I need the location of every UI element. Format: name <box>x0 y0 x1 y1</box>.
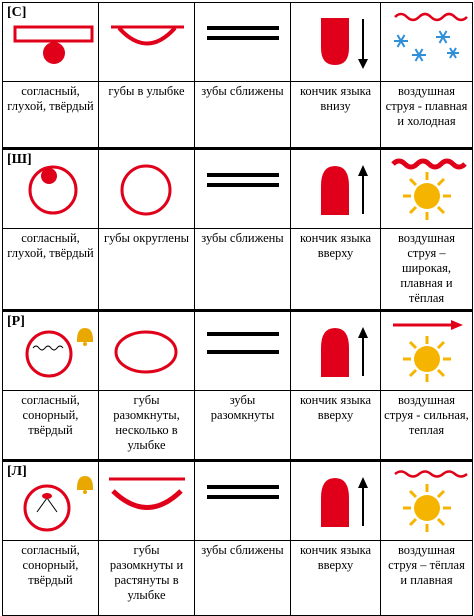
lips-text: губы округлены <box>103 231 190 245</box>
cell-air <box>381 461 473 541</box>
lips-text: губы в улыбке <box>108 84 185 98</box>
cell-lips-round <box>99 149 195 229</box>
teeth-close-icon <box>195 462 291 540</box>
articulation-table <box>2 2 473 616</box>
bell-icon <box>77 476 93 494</box>
tongue-icon <box>291 3 381 81</box>
teeth-text: зубы сближены <box>201 543 284 557</box>
row-s-texts <box>3 82 473 149</box>
lips-text: губы разомкнуты, несколько в улыбке <box>113 393 180 452</box>
cell-sound-r <box>3 311 99 391</box>
description-text: согласный, глухой, твёрдый <box>7 231 94 260</box>
tongue-text: кончик языка вверху <box>299 393 372 422</box>
sound-label: [Р] <box>7 314 25 329</box>
teeth-text: зубы сближены <box>201 84 284 98</box>
description-text: согласный, сонорный, твёрдый <box>21 543 80 587</box>
cell-teeth <box>195 149 291 229</box>
cell-teeth <box>195 3 291 82</box>
air-text: воздушная струя – тёплая и плавная <box>388 543 465 587</box>
cell-tongue <box>291 461 381 541</box>
cell-air <box>381 149 473 229</box>
sun-icon <box>403 172 451 220</box>
teeth-open-icon <box>195 312 291 390</box>
row-r-texts <box>3 391 473 461</box>
tongue-text: кончик языка вверху <box>299 543 372 572</box>
teeth-close-icon <box>195 150 291 228</box>
cell-air <box>381 3 473 82</box>
teeth-close-icon <box>195 3 291 81</box>
sun-icon <box>403 484 451 532</box>
lips-text: губы разомкнуты и растянуты в улыбке <box>109 543 184 602</box>
air-text: воздушная струя - плавная и холодная <box>385 84 468 128</box>
cell-sound-sh <box>3 149 99 229</box>
cell-tongue <box>291 149 381 229</box>
sound-label: [Л] <box>7 464 27 479</box>
row-sh-texts <box>3 229 473 311</box>
cell-teeth <box>195 311 291 391</box>
description-text: согласный, глухой, твёрдый <box>7 84 94 113</box>
stretched-lips-icon <box>99 462 195 540</box>
cold-air-icon <box>381 3 473 81</box>
row-l-pictures <box>3 461 473 541</box>
cell-tongue <box>291 311 381 391</box>
teeth-text: зубы разомкнуты <box>210 393 275 422</box>
air-text: воздушная струя – широкая, плавная и тёплая <box>397 231 455 305</box>
tongue-icon <box>291 312 381 390</box>
cell-sound-l <box>3 461 99 541</box>
cell-sound-s <box>3 3 99 82</box>
smile-lips-icon <box>99 3 195 81</box>
cell-air <box>381 311 473 391</box>
open-lips-icon <box>99 312 195 390</box>
row-l-texts <box>3 541 473 616</box>
row-s-pictures <box>3 3 473 82</box>
sound-label: [С] <box>7 5 27 20</box>
round-lips-icon <box>99 150 195 228</box>
description-text: согласный, сонорный, твёрдый <box>21 393 80 437</box>
cell-lips-smile <box>99 3 195 82</box>
cell-lips-stretched <box>99 461 195 541</box>
snowflake-icon <box>394 31 459 61</box>
sun-icon <box>403 336 451 382</box>
cell-teeth <box>195 461 291 541</box>
row-sh-pictures <box>3 149 473 229</box>
tongue-text: кончик языка вверху <box>299 231 372 260</box>
cell-tongue <box>291 3 381 82</box>
warm-air-icon <box>381 462 473 540</box>
teeth-text: зубы сближены <box>201 231 284 245</box>
sound-label: [Ш] <box>7 152 32 167</box>
tongue-text: кончик языка внизу <box>299 84 372 113</box>
air-text: воздушная струя - сильная, теплая <box>384 393 469 437</box>
cell-lips-open <box>99 311 195 391</box>
strong-air-icon <box>381 312 473 390</box>
tongue-icon <box>291 462 381 540</box>
warm-air-icon <box>381 150 473 228</box>
row-r-pictures <box>3 311 473 391</box>
tongue-icon <box>291 150 381 228</box>
bell-icon <box>77 328 93 346</box>
